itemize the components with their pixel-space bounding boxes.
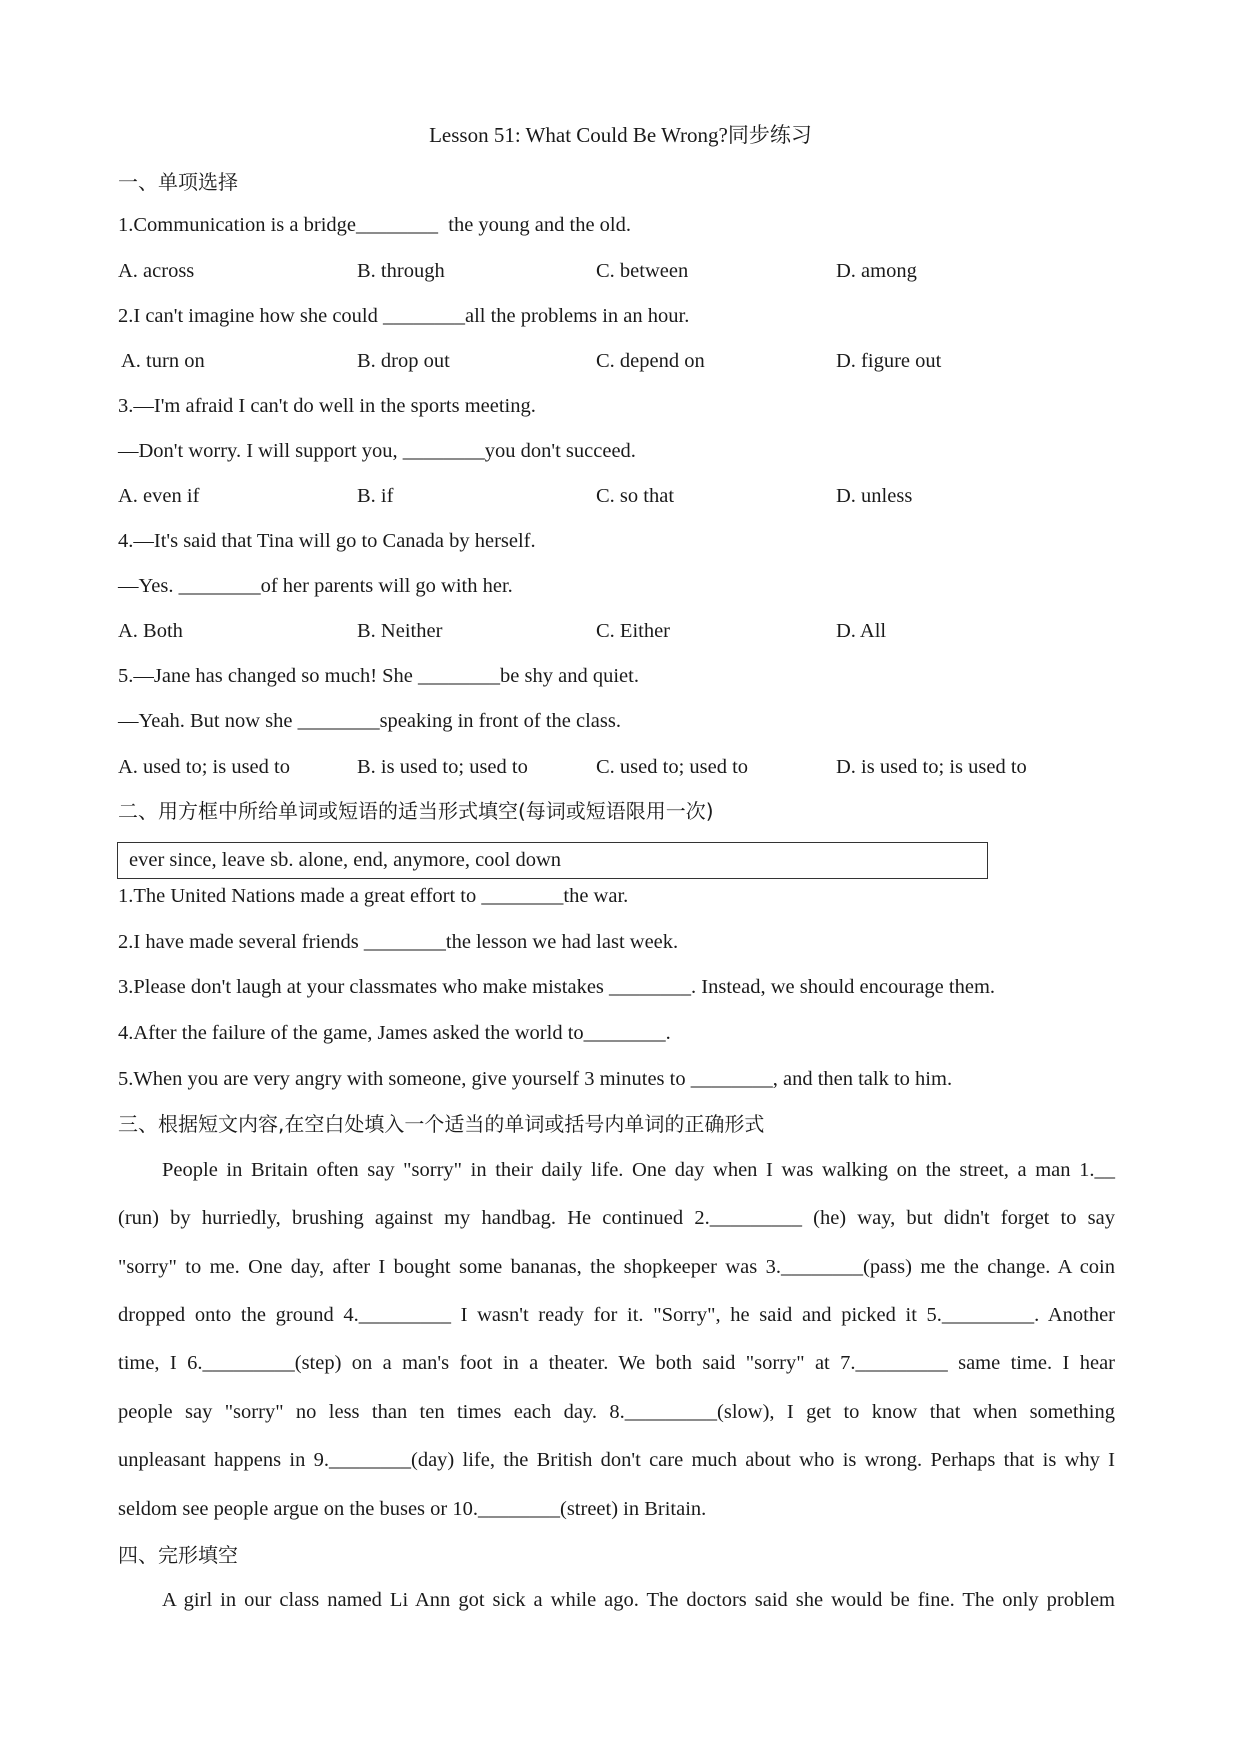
passage-line-7: unpleasant happens in 9.________(day) life, the British don't care much about who is wrong. Perhaps that is why I xyxy=(118,1449,1115,1471)
question-3-reply: —Don't worry. I will support you, ________you don't succeed. xyxy=(118,440,636,462)
question-3-option-b: B. if xyxy=(357,485,394,507)
word-box xyxy=(117,842,988,879)
fill-item-3: 3.Please don't laugh at your classmates who make mistakes ________. Instead, we should encourage them. xyxy=(118,976,996,998)
page-title: Lesson 51: What Could Be Wrong?同步练习 xyxy=(429,123,812,147)
passage-line-1: People in Britain often say "sorry" in their daily life. One day when I was walking on the street, a man 1.__ xyxy=(162,1159,1115,1181)
section4-heading: 四、完形填空 xyxy=(118,1543,238,1567)
question-5-text: 5.—Jane has changed so much! She ________be shy and quiet. xyxy=(118,665,639,687)
question-5-option-c: C. used to; used to xyxy=(596,756,749,778)
fill-item-5: 5.When you are very angry with someone, give yourself 3 minutes to ________, and then talk to him. xyxy=(118,1068,953,1090)
passage-line-8: seldom see people argue on the buses or 10.________(street) in Britain. xyxy=(118,1498,707,1520)
section1-heading: 一、单项选择 xyxy=(118,170,238,194)
fill-item-2: 2.I have made several friends ________the lesson we had last week. xyxy=(118,931,679,953)
question-4-option-c: C. Either xyxy=(596,620,671,642)
question-4-option-d: D. All xyxy=(836,620,887,642)
question-4-text: 4.—It's said that Tina will go to Canada by herself. xyxy=(118,530,536,552)
passage-line-3: "sorry" to me. One day, after I bought some bananas, the shopkeeper was 3.________(pass) me the change. A coin xyxy=(118,1256,1115,1278)
section3-heading: 三、根据短文内容,在空白处填入一个适当的单词或括号内单词的正确形式 xyxy=(118,1112,765,1136)
question-2-option-a: A. turn on xyxy=(121,350,205,372)
passage-line-6: people say "sorry" no less than ten times each day. 8._________(slow), I get to know that when something xyxy=(118,1401,1115,1423)
question-2-option-d: D. figure out xyxy=(836,350,942,372)
question-1-option-d: D. among xyxy=(836,260,917,282)
question-3-option-d: D. unless xyxy=(836,485,913,507)
word-box-text: ever since, leave sb. alone, end, anymore, cool down xyxy=(129,849,562,871)
question-5-option-b: B. is used to; used to xyxy=(357,756,528,778)
question-2-option-c: C. depend on xyxy=(596,350,705,372)
question-2-text: 2.I can't imagine how she could ________all the problems in an hour. xyxy=(118,305,690,327)
question-4-option-b: B. Neither xyxy=(357,620,443,642)
passage-line-4: dropped onto the ground 4._________ I wasn't ready for it. "Sorry", he said and picked it 5._________. Another xyxy=(118,1304,1115,1326)
fill-item-4: 4.After the failure of the game, James asked the world to________. xyxy=(118,1022,671,1044)
question-3-option-a: A. even if xyxy=(118,485,200,507)
passage-line-2: (run) by hurriedly, brushing against my handbag. He continued 2._________ (he) way, but didn't forget to say xyxy=(118,1207,1115,1229)
question-5-option-d: D. is used to; is used to xyxy=(836,756,1027,778)
question-1-option-b: B. through xyxy=(357,260,445,282)
question-4-option-a: A. Both xyxy=(118,620,183,642)
question-3-text: 3.—I'm afraid I can't do well in the sports meeting. xyxy=(118,395,536,417)
question-5-reply: —Yeah. But now she ________speaking in front of the class. xyxy=(118,710,621,732)
question-5-option-a: A. used to; is used to xyxy=(118,756,290,778)
question-3-option-c: C. so that xyxy=(596,485,675,507)
passage-line-5: time, I 6._________(step) on a man's foot in a theater. We both said "sorry" at 7._________ same time. I hear xyxy=(118,1352,1115,1374)
question-4-reply: —Yes. ________of her parents will go with her. xyxy=(118,575,513,597)
cloze-passage-line-1: A girl in our class named Li Ann got sick a while ago. The doctors said she would be fine. The only problem xyxy=(162,1589,1115,1611)
question-1-option-a: A. across xyxy=(118,260,195,282)
section2-heading: 二、用方框中所给单词或短语的适当形式填空(每词或短语限用一次) xyxy=(118,799,714,823)
question-1-option-c: C. between xyxy=(596,260,689,282)
question-1-text: 1.Communication is a bridge________ the young and the old. xyxy=(118,214,632,236)
question-2-option-b: B. drop out xyxy=(357,350,450,372)
fill-item-1: 1.The United Nations made a great effort to ________the war. xyxy=(118,885,629,907)
